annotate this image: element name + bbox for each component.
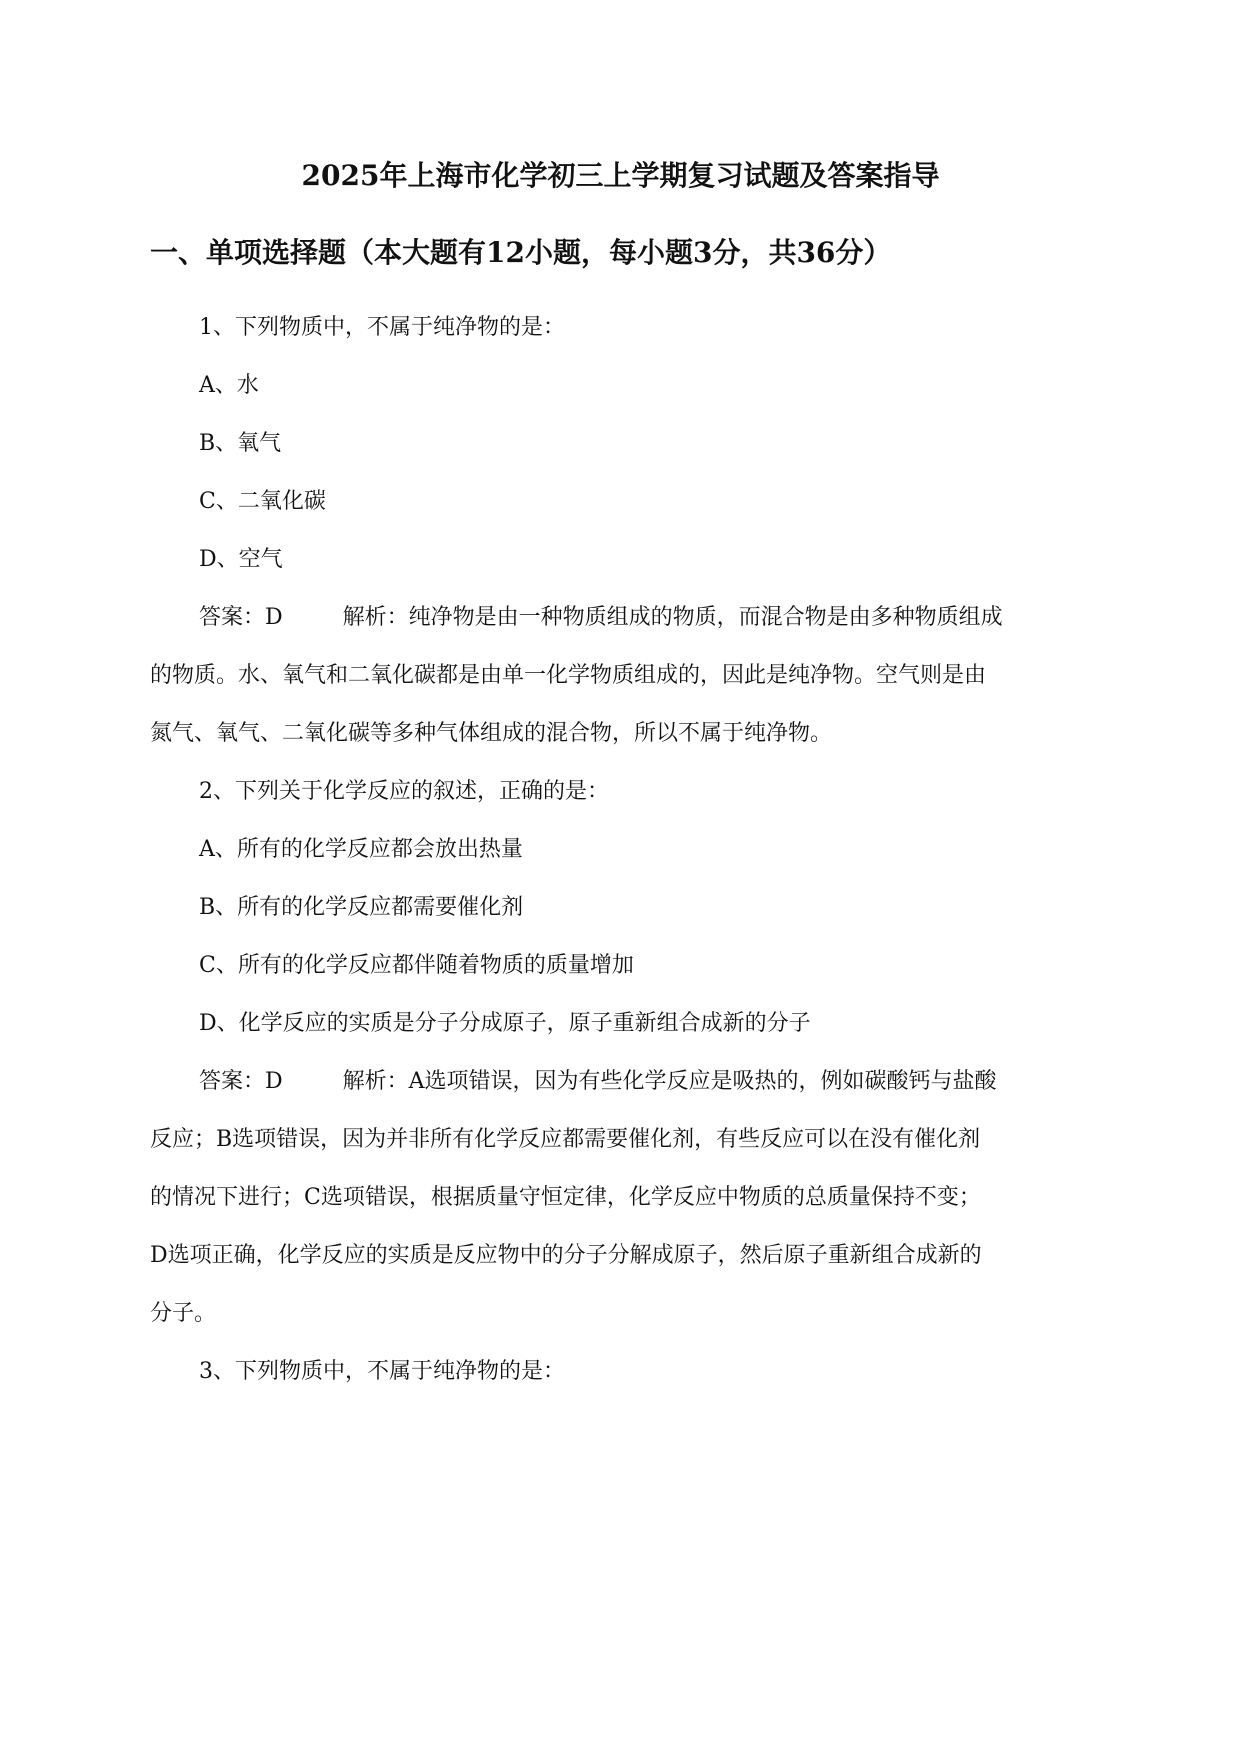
question-2-analysis-line: 分子。 xyxy=(150,1301,217,1326)
question-2-analysis-line: 反应；B选项错误，因为并非所有化学反应都需要催化剂，有些反应可以在没有催化剂 xyxy=(150,1127,981,1152)
section-heading: 一、单项选择题（本大题有12小题，每小题3分，共36分） xyxy=(150,236,892,269)
question-2-option-a: A、所有的化学反应都会放出热量 xyxy=(199,837,523,862)
question-2-option-d: D、化学反应的实质是分子分成原子，原子重新组合成新的分子 xyxy=(199,1011,811,1036)
question-1-analysis-line: 氮气、氧气、二氧化碳等多种气体组成的混合物，所以不属于纯净物。 xyxy=(150,721,833,746)
question-2-analysis-line: D选项正确，化学反应的实质是反应物中的分子分解成原子，然后原子重新组合成新的 xyxy=(150,1243,982,1268)
document-title: 2025年上海市化学初三上学期复习试题及答案指导 xyxy=(301,159,940,192)
question-1-answer: 答案：D xyxy=(199,605,283,630)
question-1-analysis-line: 解析：纯净物是由一种物质组成的物质，而混合物是由多种物质组成 xyxy=(342,605,1003,630)
question-1-option-c: C、二氧化碳 xyxy=(199,489,326,514)
question-1-option-a: A、水 xyxy=(199,373,259,398)
question-2-analysis-line: 解析：A选项错误，因为有些化学反应是吸热的，例如碳酸钙与盐酸 xyxy=(342,1069,997,1094)
question-1-answer-line xyxy=(199,601,1003,635)
question-2-answer: 答案：D xyxy=(199,1069,283,1094)
question-2-analysis-line: 的情况下进行；C选项错误，根据质量守恒定律，化学反应中物质的总质量保持不变； xyxy=(150,1185,981,1210)
question-1-analysis-line: 的物质。水、氧气和二氧化碳都是由单一化学物质组成的，因此是纯净物。空气则是由 xyxy=(150,663,987,688)
question-3-stem: 3、下列物质中，不属于纯净物的是： xyxy=(199,1359,565,1384)
question-1-option-b: B、氧气 xyxy=(199,431,282,456)
question-1-option-d: D、空气 xyxy=(199,547,283,572)
question-2-option-b: B、所有的化学反应都需要催化剂 xyxy=(199,895,524,920)
question-2-option-c: C、所有的化学反应都伴随着物质的质量增加 xyxy=(199,953,634,978)
question-2-stem: 2、下列关于化学反应的叙述，正确的是： xyxy=(199,779,609,804)
question-1-stem: 1、下列物质中，不属于纯净物的是： xyxy=(199,315,565,340)
question-2-answer-line xyxy=(199,1065,997,1099)
